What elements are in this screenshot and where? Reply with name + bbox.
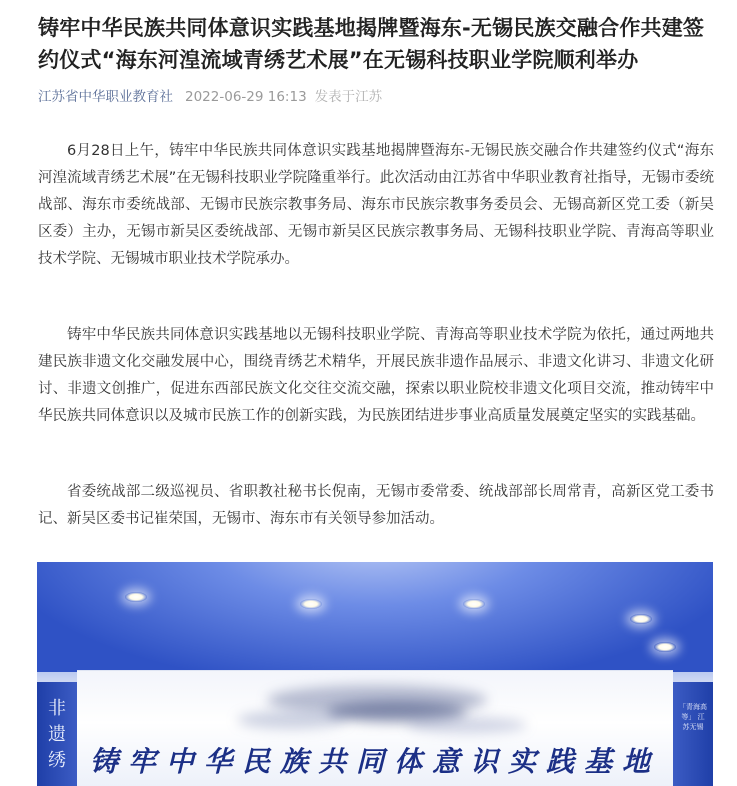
ceiling-light bbox=[654, 642, 676, 652]
event-photo[interactable] bbox=[37, 562, 713, 786]
right-panel-text: 「青海高等」 江苏无锡 bbox=[679, 703, 707, 731]
left-display-panel bbox=[37, 682, 77, 786]
ink-wash bbox=[407, 717, 527, 733]
ceiling-light bbox=[630, 614, 652, 624]
publish-location: 发表于江苏 bbox=[314, 89, 383, 105]
ink-wash bbox=[237, 711, 347, 729]
right-display-panel bbox=[673, 682, 713, 786]
article-meta bbox=[38, 88, 382, 106]
ceiling bbox=[37, 562, 713, 672]
ceiling-light bbox=[300, 599, 322, 609]
article-title: 铸牢中华民族共同体意识实践基地揭牌暨海东-无锡民族交融合作共建签约仪式“海东河湟流域青绣艺术展”在无锡科技职业学院顺利举办 bbox=[38, 16, 705, 72]
article-paragraph: 铸牢中华民族共同体意识实践基地以无锡科技职业学院、青海高等职业技术学院为依托，通过两地共建民族非遗文化交融发展中心，围绕青绣艺术精华，开展民族非遗作品展示、非遗文化讲习、非遗文化研讨、非遗文创推广，促进东西部民族文化交往交流交融，探索以职业院校非遗文化项目交流，推动铸牢中华民族共同体意识以及城市民族工作的创新实践，为民族团结进步事业高质量发展奠定坚实的实践基础。 bbox=[38, 327, 714, 424]
ceiling-light bbox=[125, 592, 147, 602]
article-paragraph: 省委统战部二级巡视员、省职教社秘书长倪南，无锡市委常委、统战部部长周常青，高新区党工委书记、新吴区委书记崔荣国，无锡市、海东市有关领导参加活动。 bbox=[38, 484, 714, 527]
article-paragraph: 6月28日上午，铸牢中华民族共同体意识实践基地揭牌暨海东-无锡民族交融合作共建签约仪式“海东河湟流域青绣艺术展”在无锡科技职业学院隆重举行。此次活动由江苏省中华职业教育社指导，无锡市委统战部、海东市委统战部、无锡市民族宗教事务局、海东市民族宗教事务委员会、无锡高新区党工委（新吴区委）主办，无锡市新吴区委统战部、无锡市新吴区民族宗教事务局、无锡科技职业学院、青海高等职业技术学院、无锡城市职业技术学院承办。 bbox=[38, 143, 714, 267]
account-name-link[interactable]: 江苏省中华职业教育社 bbox=[38, 89, 173, 105]
left-panel-text: 非遗绣 bbox=[48, 698, 66, 771]
publish-date: 2022-06-29 16:13 bbox=[185, 89, 307, 105]
banner-text: 铸牢中华民族共同体意识实践基地 bbox=[89, 745, 660, 778]
ceiling-light bbox=[463, 599, 485, 609]
